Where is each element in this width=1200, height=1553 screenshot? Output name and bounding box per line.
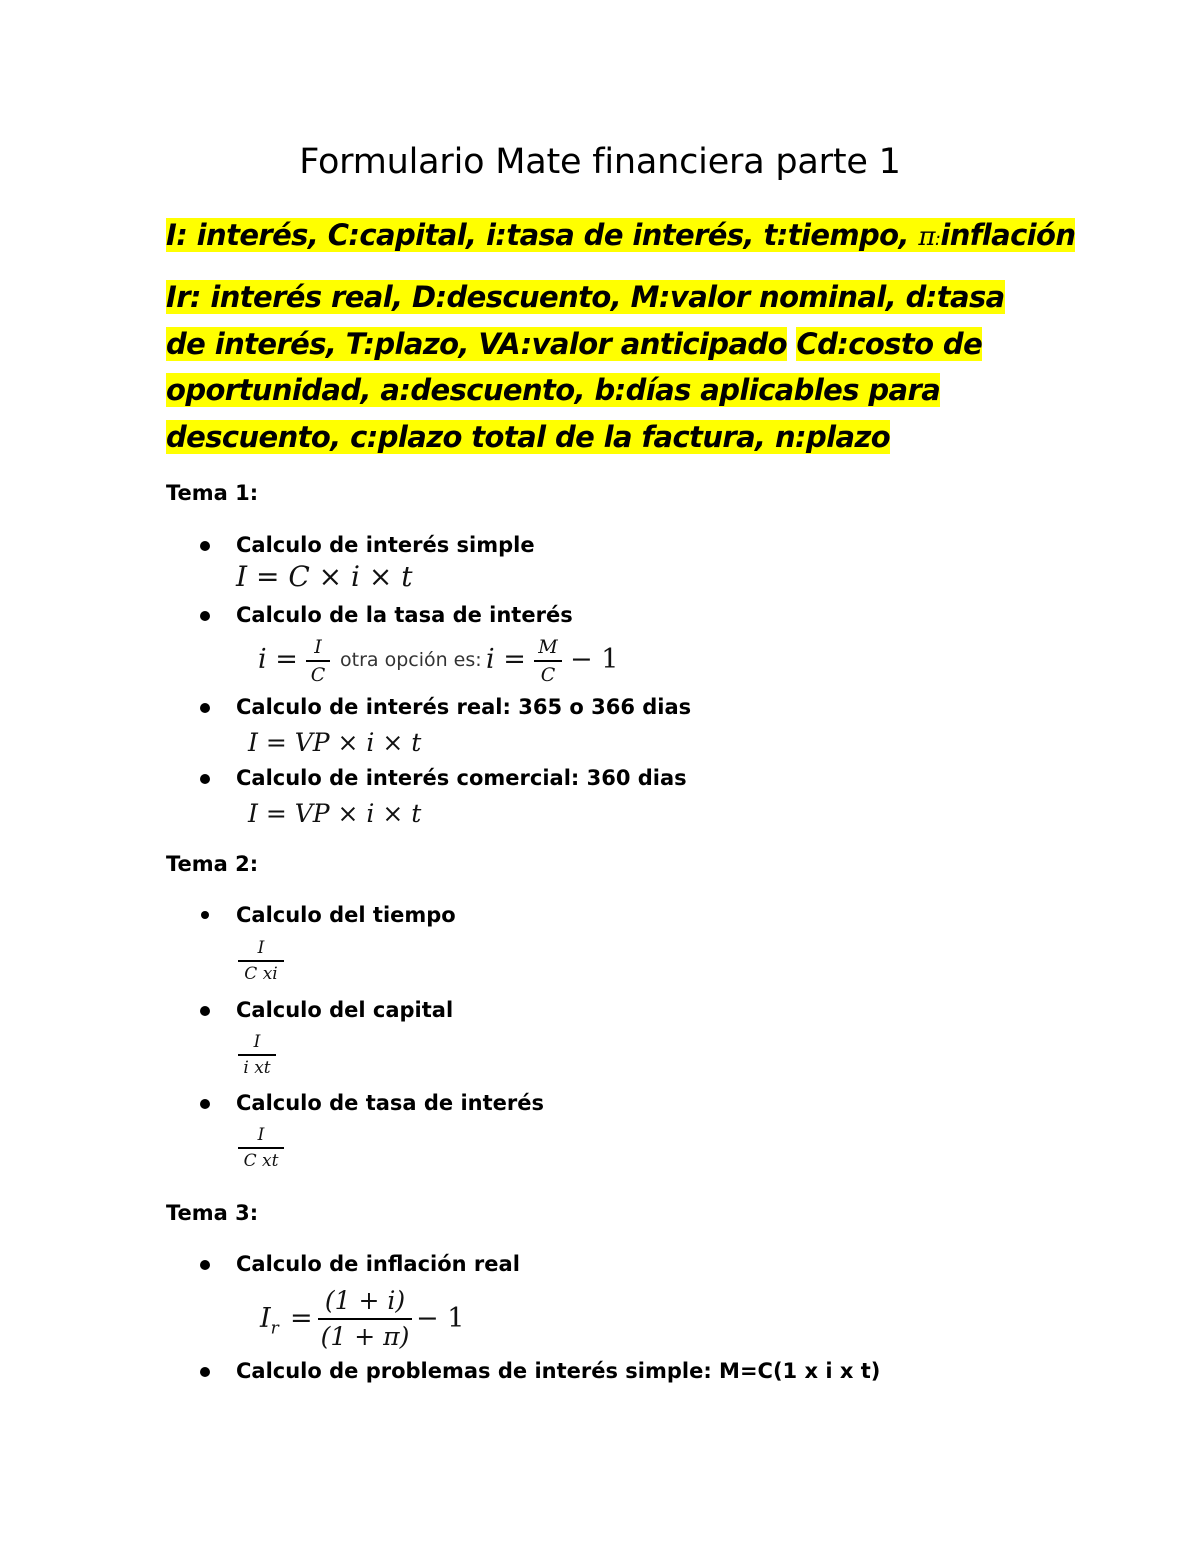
tema1-item2-label: Calculo de la tasa de interés [236,603,573,627]
formula-inflacion-fraction [318,1284,412,1354]
fraction-denominator: C xi [244,964,278,984]
tema1-item1-label: Calculo de interés simple [236,533,535,557]
pi-symbol: π [918,222,935,252]
fraction-denominator: i xt [243,1058,271,1078]
bullet-icon [200,1367,210,1377]
pi-colon: : [934,229,941,250]
tema3-heading: Tema 3: [166,1201,259,1225]
formula-interes-comercial: I = VP × i × t [248,799,422,828]
lhs-subscript: r [270,1318,279,1339]
tema1-item4-label: Calculo de interés comercial: 360 dias [236,766,687,790]
formula-tasa-alt-fraction [534,634,562,688]
minus-one: − 1 [570,644,619,675]
formula-tasa-lhs: i = [258,644,298,675]
legend-block2-b: Cd:costo de oportunidad, a:descuento, b:días aplicables para descuento, c:plazo total de la factura, n:plazo [166,326,983,454]
fraction-numerator: M [538,636,558,658]
formula-tasa-alt-lhs: i = [486,644,526,675]
tema2-heading: Tema 2: [166,852,259,876]
minus-one: − 1 [416,1303,465,1334]
bullet-icon [200,1260,210,1270]
fraction-denominator [318,1320,412,1354]
legend-line1-text: I: interés, C:capital, i:tasa de interés, t:tiempo, [166,218,919,252]
fraction-numerator [318,1284,412,1318]
formula-tasa-fraction [306,634,330,688]
otra-opcion-note: otra opción es: [340,649,482,671]
variables-legend-line1 [166,212,1076,264]
fraction-numerator: I [253,1032,261,1052]
tema1-item3-label: Calculo de interés real: 365 o 366 dias [236,695,692,719]
bullet-icon [200,541,210,551]
denominator-text: (1 + π) [320,1322,410,1351]
tema2-item2-label: Calculo del capital [236,998,454,1022]
fraction-denominator: C [310,664,326,686]
fraction-numerator: I [314,636,322,658]
numerator-text: (1 + i) [324,1286,406,1315]
tema1-heading: Tema 1: [166,481,259,505]
formula-tiempo-fraction [238,936,284,986]
formula-inflacion-lhs [260,1303,279,1338]
formula-interes-real: I = VP × i × t [248,728,422,757]
fraction-numerator: I [257,938,265,958]
lhs-symbol: I [260,1303,271,1334]
fraction-numerator: I [257,1125,265,1145]
tema2-item3-label: Calculo de tasa de interés [236,1091,545,1115]
formula-interes-simple: I = C × i × t [236,560,413,593]
formula-capital-fraction [238,1030,276,1080]
fraction-denominator: C [540,664,556,686]
formula-tasa-fraction-tema2 [238,1123,284,1173]
equals-sign: = [290,1303,313,1334]
bullet-icon [201,911,209,919]
tema3-item1-label: Calculo de inflación real [236,1252,520,1276]
tema2-item1-label: Calculo del tiempo [236,903,456,927]
bullet-icon [200,1006,210,1016]
formula-inflacion-eq [290,1303,313,1334]
tema3-item2-label: Calculo de problemas de interés simple: M=C(1 x i x t) [236,1359,881,1383]
fraction-denominator: C xt [243,1151,279,1171]
formula-tasa-alt-tail [570,644,618,675]
legend-block2-a: Ir: interés real, D:descuento, M:valor nominal, d:tasa de interés, T:plazo, VA:valor anticipado [166,280,1005,361]
bullet-icon [200,703,210,713]
page-title: Formulario Mate financiera parte 1 [299,142,901,182]
legend-line1-end: inflación [940,218,1076,252]
variables-legend-block2 [166,274,1006,460]
bullet-icon [200,1099,210,1109]
bullet-icon [200,611,210,621]
bullet-icon [200,774,210,784]
formula-inflacion-tail [416,1303,464,1334]
